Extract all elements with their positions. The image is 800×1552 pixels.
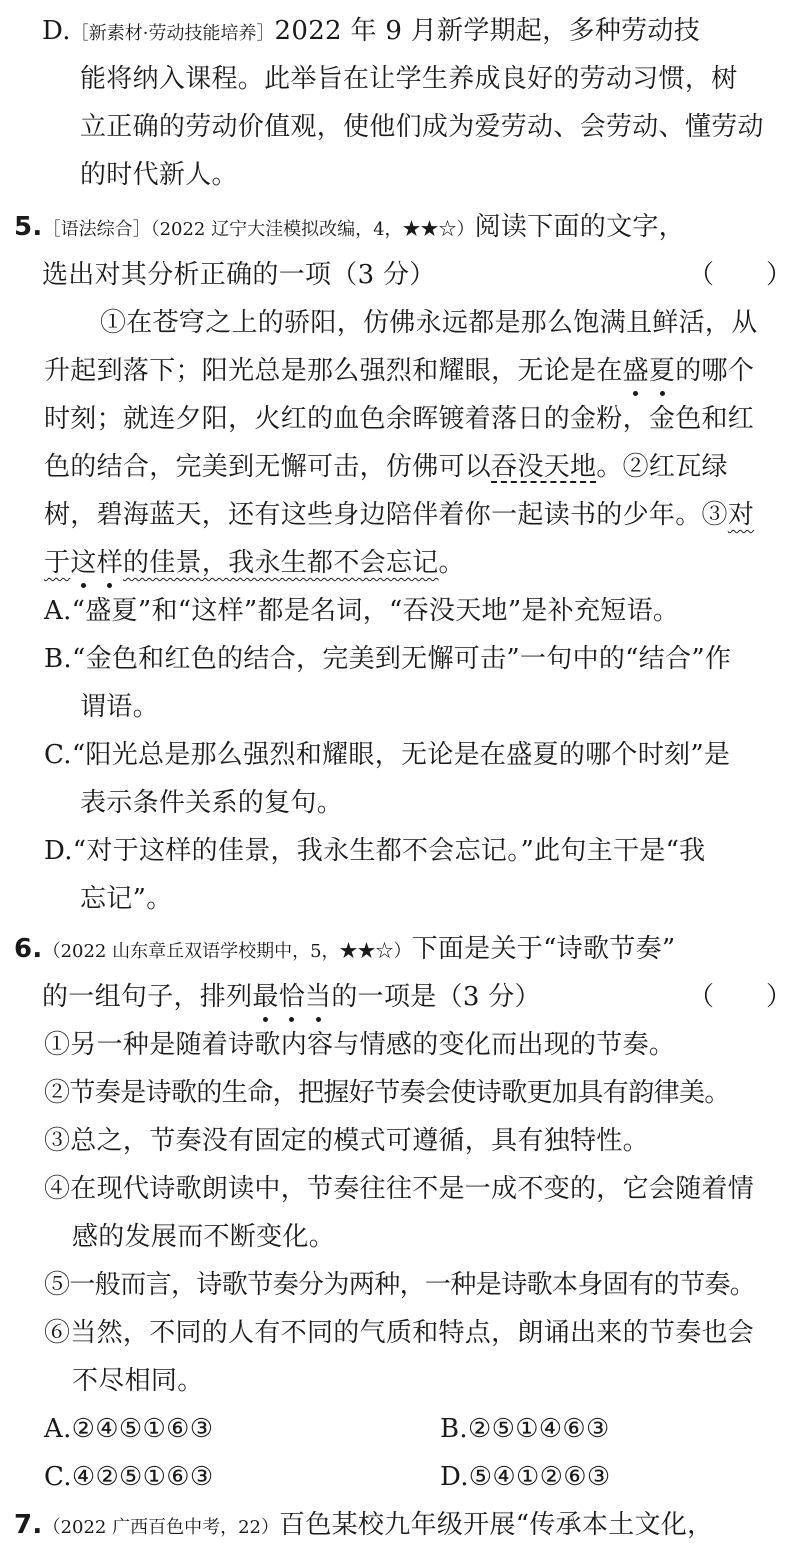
option-label: D. bbox=[42, 16, 71, 46]
emphasis-dot-char: 这 bbox=[70, 548, 97, 578]
wavy-underline-phrase: 于 bbox=[44, 548, 71, 578]
option-text: “对于这样的佳景，我永生都不会忘记。”此句主干是“我 bbox=[72, 836, 706, 866]
passage-line-2 bbox=[44, 354, 754, 394]
sentence-6-cont: 不尽相同。 bbox=[72, 1366, 204, 1396]
sentence-4-cont: 感的发展而不断变化。 bbox=[72, 1222, 336, 1252]
passage-text: 升起到落下；阳光总是那么强烈和耀眼，无论是在 bbox=[44, 356, 623, 386]
emphasis-dot-char: 当 bbox=[305, 982, 332, 1012]
sentence-6: ⑥当然，不同的人有不同的气质和特点，朗诵出来的节奏也会 bbox=[44, 1318, 755, 1348]
passage-text: 树，碧海蓝天，还有这些身边陪伴着你一起读书的少年。③ bbox=[44, 500, 728, 530]
emphasis-dot-char: 盛 bbox=[622, 356, 649, 386]
answer-blank[interactable]: （ ） bbox=[688, 982, 793, 1012]
sentence-3: ③总之，节奏没有固定的模式可遵循，具有独特性。 bbox=[44, 1126, 649, 1156]
wavy-underline-phrase bbox=[70, 548, 123, 578]
prev-option-d-line-2: 能将纳入课程。此举旨在让学生养成良好的劳动习惯，树 bbox=[80, 64, 738, 94]
passage-text: 色的结合，完美到无懈可击，仿佛可以 bbox=[44, 452, 492, 482]
question-number: 6. bbox=[14, 934, 43, 964]
dashed-underline-phrase: 吞没天地 bbox=[491, 452, 597, 482]
q6-option-c[interactable] bbox=[44, 1460, 214, 1500]
option-text: ⑤④①②⑥③ bbox=[468, 1462, 611, 1492]
option-label: C. bbox=[44, 740, 72, 770]
passage-line-3: 时刻；就连夕阳，火红的血色余晖镀着落日的金粉，金色和红 bbox=[44, 404, 755, 434]
q5-option-a[interactable] bbox=[44, 594, 679, 634]
question-number: 7. bbox=[14, 1510, 43, 1540]
question-source: （2022 辽宁大洼模拟改编，4，★★☆） bbox=[150, 219, 475, 240]
emphasis-dot-char: 样 bbox=[96, 548, 123, 578]
dotted-word bbox=[623, 356, 676, 386]
option-text: ②⑤①④⑥③ bbox=[467, 1414, 610, 1444]
option-label: A. bbox=[44, 1414, 72, 1444]
question-stem: 的一组句子，排列 bbox=[42, 982, 253, 1012]
q5-option-d-cont: 忘记”。 bbox=[80, 884, 173, 914]
option-text: ④②⑤①⑥③ bbox=[71, 1462, 214, 1492]
question-stem: 阅读下面的文字， bbox=[474, 212, 685, 242]
question-number: 5. bbox=[14, 212, 43, 242]
q6-option-b[interactable] bbox=[440, 1412, 610, 1452]
wavy-underline-phrase: 对 bbox=[727, 500, 755, 530]
option-label: A. bbox=[44, 596, 72, 626]
sentence-4: ④在现代诗歌朗读中，节奏往往不是一成不变的，它会随着情 bbox=[44, 1174, 755, 1204]
prev-option-d-line-3: 立正确的劳动价值观，使他们成为爱劳动、会劳动、懂劳动 bbox=[80, 112, 764, 142]
sentence-5: ⑤一般而言，诗歌节奏分为两种，一种是诗歌本身固有的节奏。 bbox=[44, 1270, 756, 1300]
q5-stem-line-2: 选出对其分析正确的一项（3 分） bbox=[42, 260, 436, 290]
passage-text: 。②红瓦绿 bbox=[596, 452, 728, 482]
passage-line-1: ①在苍穹之上的骄阳，仿佛永远都是那么饱满且鲜活，从 bbox=[100, 308, 758, 338]
option-label: B. bbox=[440, 1414, 468, 1444]
q5-stem-line-1 bbox=[14, 210, 685, 250]
prev-option-d-line-1 bbox=[42, 14, 700, 54]
sentence-1: ①另一种是随着诗歌内容与情感的变化而出现的节奏。 bbox=[44, 1030, 676, 1060]
question-stem: 的一项是（3 分） bbox=[331, 982, 541, 1012]
question-stem: 百色某校九年级开展“传承本土文化， bbox=[279, 1510, 714, 1540]
q6-stem-line-1 bbox=[14, 932, 675, 972]
option-label: B. bbox=[44, 644, 72, 674]
q7-stem-line-1 bbox=[14, 1508, 713, 1548]
dotted-word bbox=[252, 982, 331, 1012]
wavy-underline-phrase: 的佳景，我永生都不会忘记 bbox=[122, 548, 439, 578]
option-text: “盛夏”和“这样”都是名词，“吞没天地”是补充短语。 bbox=[71, 596, 680, 626]
question-source: （2022 山东章丘双语学校期中，5，★★☆） bbox=[42, 941, 412, 962]
q6-option-d[interactable] bbox=[440, 1460, 610, 1500]
q5-option-b[interactable] bbox=[44, 642, 731, 682]
question-stem: 下面是关于“诗歌节奏” bbox=[411, 934, 676, 964]
prev-option-d-line-4: 的时代新人。 bbox=[80, 160, 238, 190]
q5-option-c[interactable] bbox=[44, 738, 730, 778]
passage-line-4 bbox=[44, 450, 728, 490]
emphasis-dot-char: 最 bbox=[252, 982, 279, 1012]
option-text: “阳光总是那么强烈和耀眼，无论是在盛夏的哪个时刻”是 bbox=[71, 740, 731, 770]
q6-option-a[interactable] bbox=[44, 1412, 213, 1452]
q5-option-c-cont: 表示条件关系的复句。 bbox=[80, 788, 344, 818]
emphasis-dot-char: 夏 bbox=[648, 356, 676, 386]
option-label: D. bbox=[44, 836, 73, 866]
passage-text: 的哪个 bbox=[675, 356, 755, 386]
option-label: D. bbox=[440, 1462, 469, 1492]
emphasis-dot-char: 恰 bbox=[278, 982, 306, 1012]
q6-stem-line-2 bbox=[42, 980, 541, 1020]
q5-option-b-cont: 谓语。 bbox=[80, 692, 159, 722]
topic-tag: ［语法综合］ bbox=[42, 219, 151, 240]
passage-line-6 bbox=[44, 546, 465, 586]
topic-tag: ［新素材·劳动技能培养］ bbox=[70, 23, 275, 44]
passage-text: 。 bbox=[438, 548, 465, 578]
option-text: 2022 年 9 月新学期起，多种劳动技 bbox=[274, 16, 701, 46]
sentence-2: ②节奏是诗歌的生命，把握好节奏会使诗歌更加具有韵律美。 bbox=[44, 1078, 730, 1108]
option-text: “金色和红色的结合，完美到无懈可击”一句中的“结合”作 bbox=[71, 644, 732, 674]
option-text: ②④⑤①⑥③ bbox=[71, 1414, 214, 1444]
q5-option-d[interactable] bbox=[44, 834, 705, 874]
answer-blank[interactable]: （ ） bbox=[688, 260, 793, 290]
question-source: （2022 广西百色中考，22） bbox=[42, 1517, 280, 1538]
option-label: C. bbox=[44, 1462, 72, 1492]
passage-line-5 bbox=[44, 498, 754, 538]
